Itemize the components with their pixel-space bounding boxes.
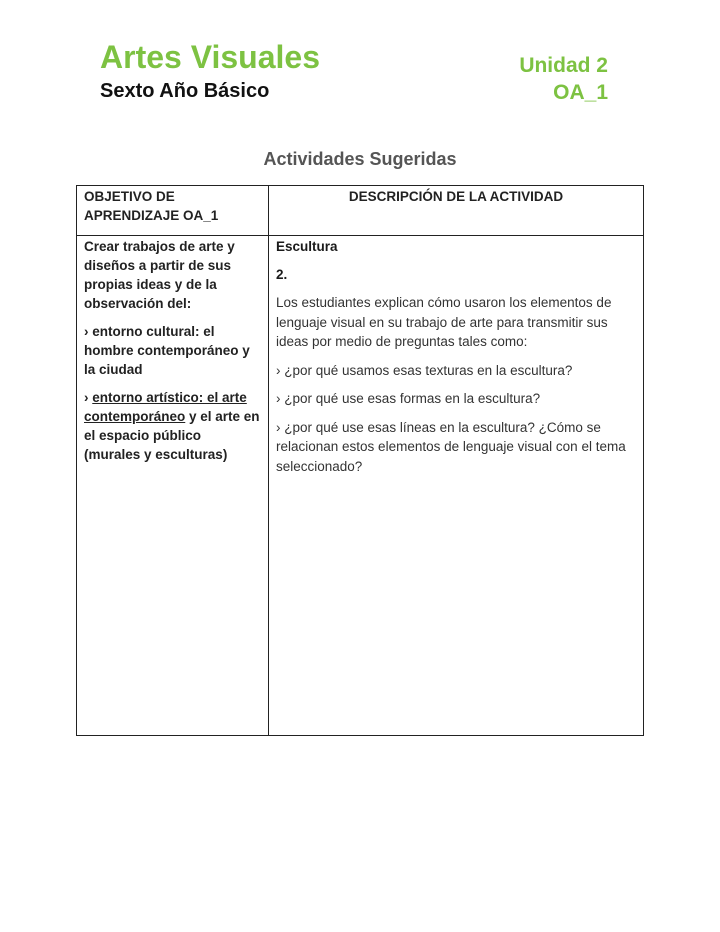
objective-bullet-cultural: › entorno cultural: el hombre contemporáneo y la ciudad xyxy=(84,324,250,377)
activity-question-1: › ¿por qué usamos esas texturas en la escultura? xyxy=(276,362,573,378)
activity-question-2: › ¿por qué use esas formas en la escultura? xyxy=(276,391,541,406)
activity-description: Los estudiantes explican cómo usaron los elementos de lenguaje visual en su trabajo de arte para transmitir sus ideas por medio de preguntas tales como: xyxy=(276,295,612,349)
unit-label: Unidad 2 xyxy=(519,54,608,77)
activity-table xyxy=(76,185,644,736)
description-header: DESCRIPCIÓN DE LA ACTIVIDAD xyxy=(269,186,644,236)
objective-intro: Crear trabajos de arte y diseños a partir de sus propias ideas y de la observación del: xyxy=(84,239,235,311)
document-subtitle: Sexto Año Básico xyxy=(100,80,270,102)
objective-header: OBJETIVO DE APRENDIZAJE OA_1 xyxy=(77,186,269,236)
table-header-row xyxy=(77,186,644,236)
activity-number: 2. xyxy=(276,267,288,282)
oa-label: OA_1 xyxy=(553,81,608,104)
activity-cell xyxy=(269,236,644,736)
objective-underlined-text: entorno artístico: el arte contemporáneo xyxy=(84,390,247,424)
document-title: Artes Visuales xyxy=(100,39,320,75)
objective-bullet-suffix: y el arte en el espacio público (murales y esculturas) xyxy=(84,409,260,462)
objective-bullet-artistic xyxy=(84,388,261,464)
objective-cell xyxy=(77,236,269,736)
activity-question-3: › ¿por qué use esas líneas en la escultura? ¿Cómo se relacionan estos elementos de lenguaje visual con el tema seleccionado? xyxy=(276,419,626,474)
activity-title: Escultura xyxy=(276,239,338,254)
section-title: Actividades Sugeridas xyxy=(263,149,457,169)
table-body-row xyxy=(77,236,644,736)
bullet-marker: › xyxy=(84,390,93,405)
